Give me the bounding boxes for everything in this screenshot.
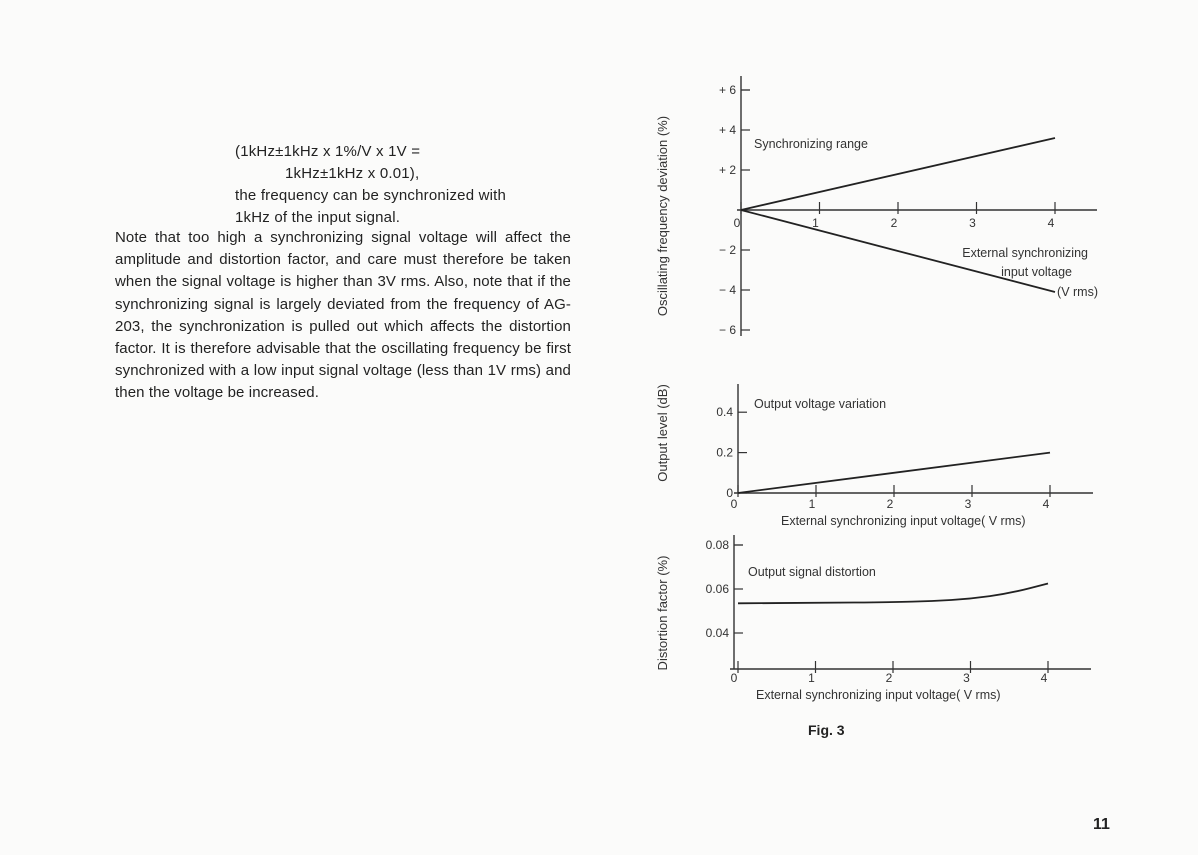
- chart1-xlabel-line3: (V rms): [1057, 285, 1098, 299]
- formula-line-1: (1kHz±1kHz x 1%/V x 1V =: [235, 143, 421, 160]
- chart1-xlabel-line2: input voltage: [1001, 265, 1072, 279]
- chart2-x-tick-label: 3: [964, 497, 972, 511]
- chart2-y-tick-label: 0: [726, 486, 733, 500]
- chart3-x-tick-label: 0: [730, 671, 738, 685]
- chart-frequency-deviation: [655, 76, 1098, 337]
- chart1-x-tick-label: 4: [1047, 216, 1055, 230]
- chart3-series-line-1: [738, 584, 1048, 604]
- chart1-y-tick-label: − 6: [718, 323, 736, 337]
- chart2-xlabel: External synchronizing input voltage( V rms): [781, 514, 1026, 528]
- chart1-y-tick-label: + 2: [718, 163, 736, 177]
- chart1-x-tick-label: 1: [812, 216, 819, 230]
- chart-distortion-factor: [655, 535, 1091, 702]
- chart3-x-tick-label: 3: [963, 671, 970, 685]
- chart1-xlabel-line1: External synchronizing: [962, 246, 1088, 260]
- chart1-y-tick-label: − 2: [718, 243, 736, 257]
- chart2-ylabel: Output level (dB): [655, 384, 670, 482]
- chart-output-level: [655, 384, 1093, 528]
- formula-line-4: 1kHz of the input signal.: [235, 209, 401, 226]
- chart1-annotation: Synchronizing range: [754, 137, 868, 151]
- chart2-x-tick-label: 2: [886, 497, 894, 511]
- chart1-x-tick-label: 3: [969, 216, 976, 230]
- chart1-y-tick-label: − 4: [718, 283, 736, 297]
- chart3-xlabel: External synchronizing input voltage( V rms): [756, 688, 1001, 702]
- chart1-y-tick-label: + 4: [718, 123, 736, 137]
- chart2-y-tick-label: 0.2: [716, 445, 733, 460]
- chart2-x-tick-label: 1: [808, 497, 816, 511]
- chart3-x-tick-label: 2: [885, 671, 893, 685]
- chart2-x-tick-label: 4: [1042, 497, 1050, 511]
- chart1-ylabel: Oscillating frequency deviation (%): [655, 115, 670, 317]
- chart2-annotation: Output voltage variation: [754, 397, 887, 411]
- chart3-y-tick-label: 0.06: [705, 582, 729, 596]
- chart2-x-tick-label: 0: [730, 497, 738, 511]
- formula-line-2: 1kHz±1kHz x 0.01),: [285, 165, 420, 182]
- formula-line-3: the frequency can be synchronized with: [235, 187, 507, 204]
- chart1-x-tick-label: 2: [890, 216, 898, 230]
- chart3-x-tick-label: 4: [1040, 671, 1048, 685]
- chart3-x-tick-label: 1: [808, 671, 815, 685]
- chart2-y-tick-label: 0.4: [716, 405, 733, 420]
- chart3-y-tick-label: 0.04: [705, 626, 729, 640]
- chart1-x-tick-label: 0: [733, 216, 741, 230]
- chart3-annotation: Output signal distortion: [748, 565, 876, 579]
- body-paragraph: Note that too high a synchronizing signal voltage will affect the amplitude and distortion factor, and care must therefore be taken when the signal voltage is higher than 3V rms. Also, note that if the synchronizing signal is largely deviated from the frequency of AG-203, the synchronization is pulled out which affects the distortion factor. It is therefore advisable that the oscillating frequency be first synchronized with a low input signal voltage (less than 1V rms) and then the voltage be increased.: [115, 229, 571, 402]
- chart3-y-tick-label: 0.08: [705, 538, 729, 552]
- figure-caption: Fig. 3: [808, 722, 845, 738]
- page-number: 11: [1093, 816, 1110, 833]
- chart1-y-tick-label: + 6: [718, 83, 736, 97]
- chart3-ylabel: Distortion factor (%): [655, 555, 670, 671]
